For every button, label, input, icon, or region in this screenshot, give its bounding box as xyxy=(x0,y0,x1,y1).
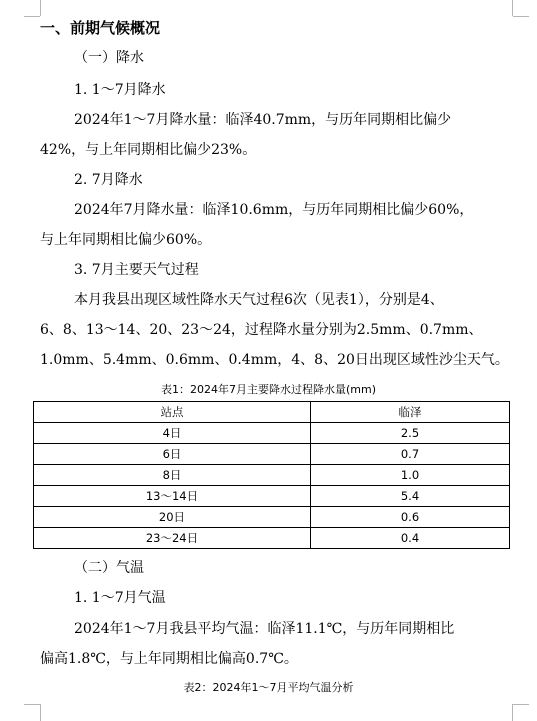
table-row xyxy=(34,444,510,465)
precip-table xyxy=(33,401,510,549)
table1-caption: 表1：2024年7月主要降水过程降水量(mm) xyxy=(160,383,376,396)
precip-sub2-line2: 与上年同期相比偏少60%。 xyxy=(40,232,212,248)
precip-sub3-line2: 6、8、13～14、20、23～24，过程降水量分别为2.5mm、0.7mm、 xyxy=(40,322,483,338)
precip-sub2-line1: 2024年7月降水量：临泽10.6mm，与历年同期相比偏少60%， xyxy=(74,202,474,218)
table-cell-date: 13～14日 xyxy=(34,486,311,507)
temp-title: （二）气温 xyxy=(74,560,144,576)
table-header-row xyxy=(34,402,510,423)
table-header-linze: 临泽 xyxy=(311,402,510,423)
crop-mark-top-right-h xyxy=(513,16,529,17)
crop-mark-top-left xyxy=(40,0,41,16)
table-cell-date: 8日 xyxy=(34,465,311,486)
temp-sub1-line1: 2024年1～7月我县平均气温：临泽11.1℃，与历年同期相比 xyxy=(74,621,455,637)
precip-sub1-line1: 2024年1～7月降水量：临泽40.7mm，与历年同期相比偏少 xyxy=(74,112,452,128)
table-cell-value: 5.4 xyxy=(311,486,510,507)
table-cell-date: 6日 xyxy=(34,444,311,465)
crop-mark-bottom-right-h xyxy=(513,704,529,705)
table-row xyxy=(34,528,510,549)
crop-mark-bottom-left xyxy=(40,704,41,721)
precip-sub3-line1: 本月我县出现区域性降水天气过程6次（见表1），分别是4、 xyxy=(74,292,444,308)
table-cell-date: 4日 xyxy=(34,423,311,444)
precip-sub1-line2: 42%，与上年同期相比偏少23%。 xyxy=(40,142,257,158)
table-cell-value: 0.7 xyxy=(311,444,510,465)
table-header-station: 站点 xyxy=(34,402,311,423)
precip-sub1-title: 1. 1～7月降水 xyxy=(74,82,166,98)
table2-caption: 表2：2024年1～7月平均气温分析 xyxy=(183,681,354,694)
precip-sub3-title: 3. 7月主要天气过程 xyxy=(74,262,199,278)
table-cell-value: 1.0 xyxy=(311,465,510,486)
table-cell-date: 23～24日 xyxy=(34,528,311,549)
crop-mark-bottom-left-h xyxy=(24,704,40,705)
crop-mark-bottom-right xyxy=(512,704,513,721)
table-row xyxy=(34,507,510,528)
precip-sub2-title: 2. 7月降水 xyxy=(74,172,143,188)
table-cell-date: 20日 xyxy=(34,507,311,528)
section-heading: 一、前期气候概况 xyxy=(40,19,161,37)
precip-title: （一）降水 xyxy=(74,50,144,66)
crop-mark-top-left-h xyxy=(24,16,40,17)
table-cell-value: 0.6 xyxy=(311,507,510,528)
temp-sub1-line2: 偏高1.8℃，与上年同期相比偏高0.7℃。 xyxy=(40,651,298,667)
table-row xyxy=(34,423,510,444)
table-row xyxy=(34,486,510,507)
table-cell-value: 2.5 xyxy=(311,423,510,444)
precip-sub3-line3: 1.0mm、5.4mm、0.6mm、0.4mm，4、8、20日出现区域性沙尘天气。 xyxy=(40,352,509,368)
crop-mark-top-right xyxy=(512,0,513,16)
table-cell-value: 0.4 xyxy=(311,528,510,549)
temp-sub1-title: 1. 1～7月气温 xyxy=(74,590,166,606)
table-row xyxy=(34,465,510,486)
